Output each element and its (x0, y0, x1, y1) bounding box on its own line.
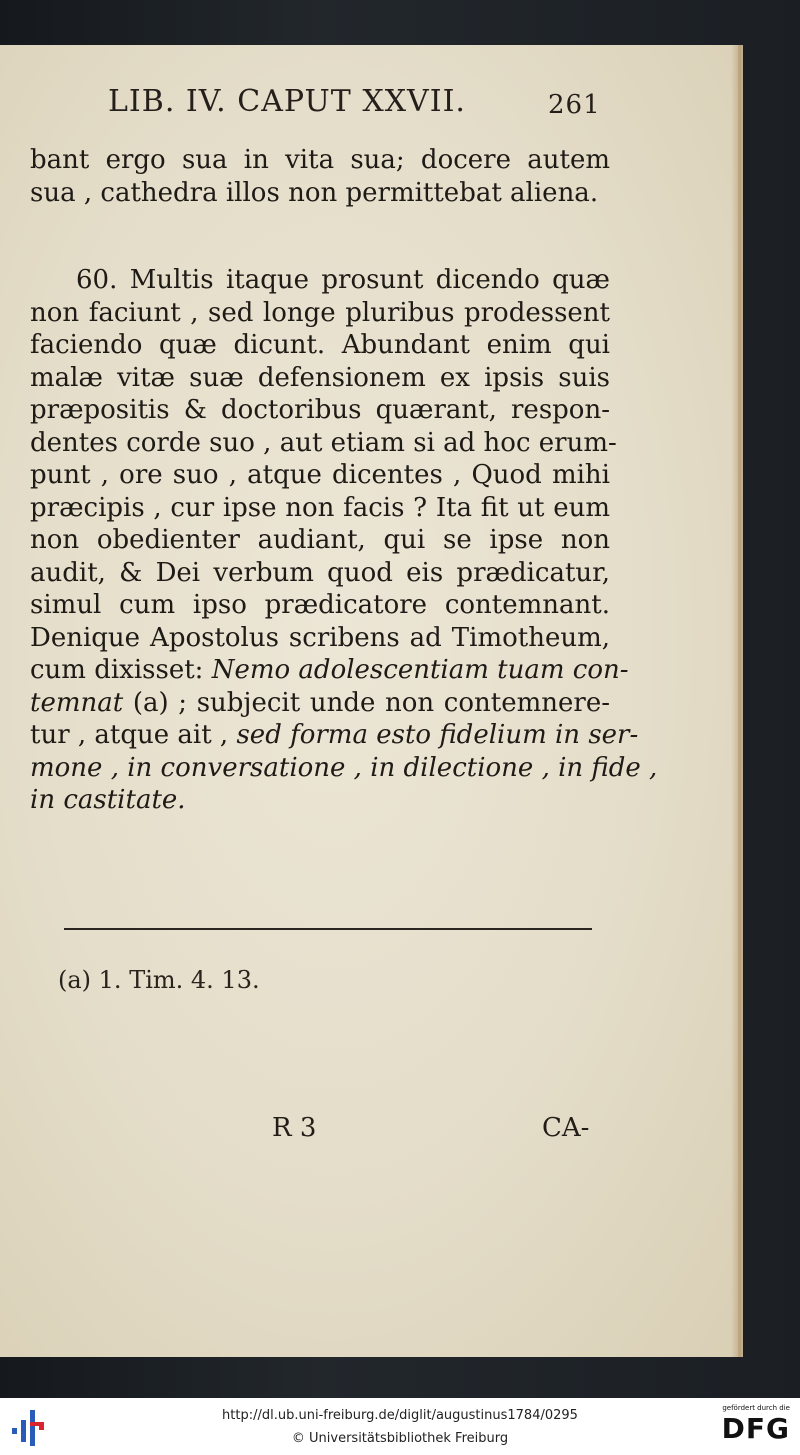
text-roman: tur , atque ait , (30, 720, 237, 750)
running-head (108, 84, 608, 134)
viewer-footer (0, 1398, 800, 1455)
dfg-logo (706, 1404, 790, 1450)
text-line: 60. Multis itaque prosunt dicendo quæ (76, 265, 610, 295)
text-line (30, 654, 629, 687)
source-url-link[interactable]: http://dl.ub.uni-freiburg.de/diglit/augustinus1784/0295 (222, 1408, 578, 1423)
catchword: CA- (542, 1113, 590, 1143)
text-line: præcipis , cur ipse non facis ? Ita fit ut eum (30, 492, 610, 523)
dfg-caption: gefördert durch die (722, 1404, 790, 1412)
text-line (30, 719, 639, 752)
text-line: simul cum ipso prædicatore contemnant. (30, 590, 610, 620)
text-line: malæ vitæ suæ defensionem ex ipsis suis (30, 362, 610, 393)
text-line: non faciunt , sed longe pluribus prodessent (30, 297, 610, 328)
footnote-rule (64, 928, 592, 930)
text-roman: (a) ; subjecit unde non contemnere- (132, 687, 610, 718)
signature-mark: R 3 (272, 1113, 317, 1143)
page-number: 261 (548, 90, 601, 120)
chapter-title: LIB. IV. CAPUT XXVII. (108, 84, 466, 119)
text-quotation: Nemo adolescentiam tuam con- (211, 655, 629, 685)
text-quotation: sed forma esto fidelium in ser- (236, 720, 639, 750)
text-line: præpositis & doctoribus quærant, respon- (30, 395, 610, 425)
text-line: non obedienter audiant, qui se ipse non (30, 525, 610, 555)
text-line: sua , cathedra illos non permittebat aliena. (30, 177, 599, 208)
page-edge (731, 45, 741, 1357)
text-line: bant ergo sua in vita sua; docere autem (30, 145, 610, 175)
body-text (30, 144, 658, 817)
copyright-text: © Universitätsbibliothek Freiburg (291, 1431, 509, 1446)
text-line: mone , in conversatione , in dilectione , in fide , (30, 752, 658, 783)
text-quotation: temnat (30, 687, 133, 718)
text-roman: cum dixisset: (30, 655, 212, 685)
text-line: dentes corde suo , aut etiam si ad hoc erum- (30, 427, 617, 458)
text-line: punt , ore suo , atque dicentes , Quod mihi (30, 460, 610, 490)
footnote: (a) 1. Tim. 4. 13. (58, 966, 260, 994)
dfg-wordmark: DFG (721, 1412, 790, 1445)
text-line: audit, & Dei verbum quod eis prædicatur, (30, 557, 610, 588)
text-line: faciendo quæ dicunt. Abundant enim qui (30, 330, 610, 360)
text-line (30, 687, 610, 720)
text-line: in castitate. (30, 785, 186, 815)
text-line: Denique Apostolus scribens ad Timotheum, (30, 622, 610, 653)
